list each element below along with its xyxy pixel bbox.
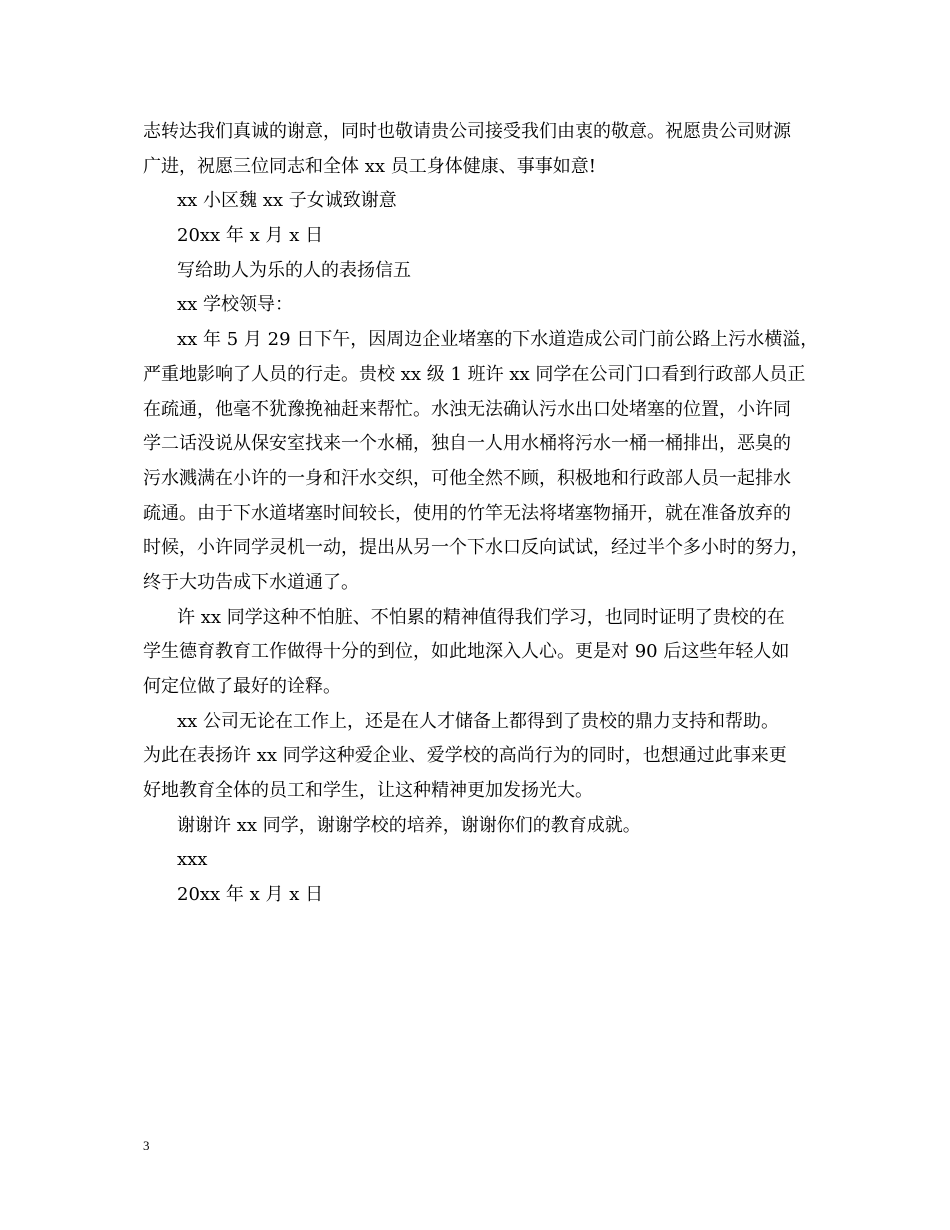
text-line: 时候，小许同学灵机一动，提出从另一个下水口反向试试，经过半个多小时的努力， — [143, 537, 809, 559]
text-line: 在疏通，他毫不犹豫挽袖赶来帮忙。水浊无法确认污水出口处堵塞的位置，小许同 — [143, 398, 791, 420]
text-line: xx 年 5 月 29 日下午，因周边企业堵塞的下水道造成公司门前公路上污水横溢， — [177, 329, 819, 351]
salutation: xx 学校领导： — [177, 294, 294, 316]
text-line: 许 xx 同学这种不怕脏、不怕累的精神值得我们学习，也同时证明了贵校的在 — [177, 606, 785, 628]
signature-line: xxx — [177, 849, 208, 871]
page-number: 3 — [143, 1138, 150, 1153]
text-line: 终于大功告成下水道通了。 — [143, 571, 359, 593]
text-line: 为此在表扬许 xx 同学这种爱企业、爱学校的高尚行为的同时，也想通过此事来更 — [143, 745, 787, 767]
text-line: 广进，祝愿三位同志和全体 xx 员工身体健康、事事如意! — [143, 155, 596, 177]
text-line: xx 公司无论在工作上，还是在人才储备上都得到了贵校的鼎力支持和帮助。 — [177, 710, 780, 732]
text-line: 何定位做了最好的诠释。 — [143, 676, 341, 697]
text-line: 学生德育教育工作做得十分的到位，如此地深入人心。更是对 90 后这些年轻人如 — [143, 641, 790, 663]
signature-line: xx 小区魏 xx 子女诚致谢意 — [177, 190, 397, 212]
text-line: 谢谢许 xx 同学，谢谢学校的培养，谢谢你们的教育成就。 — [177, 814, 641, 836]
text-line: 学二话没说从保安室找来一个水桶，独自一人用水桶将污水一桶一桶排出，恶臭的 — [143, 433, 791, 455]
date-line: 20xx 年 x 月 x 日 — [177, 225, 324, 247]
date-line: 20xx 年 x 月 x 日 — [177, 884, 324, 906]
text-line: 志转达我们真诚的谢意，同时也敬请贵公司接受我们由衷的敬意。祝愿贵公司财源 — [143, 121, 791, 142]
text-line: 严重地影响了人员的行走。贵校 xx 级 1 班许 xx 同学在公司门口看到行政部人员正 — [143, 363, 806, 385]
text-line: 污水溅满在小许的一身和汗水交织，可他全然不顾，积极地和行政部人员一起排水 — [143, 467, 791, 489]
text-line: 疏通。由于下水道堵塞时间较长，使用的竹竿无法将堵塞物捅开，就在准备放弃的 — [143, 502, 791, 524]
section-title: 写给助人为乐的人的表扬信五 — [177, 259, 411, 281]
document-body — [143, 115, 819, 913]
text-line: 好地教育全体的员工和学生，让这种精神更加发扬光大。 — [143, 780, 593, 802]
